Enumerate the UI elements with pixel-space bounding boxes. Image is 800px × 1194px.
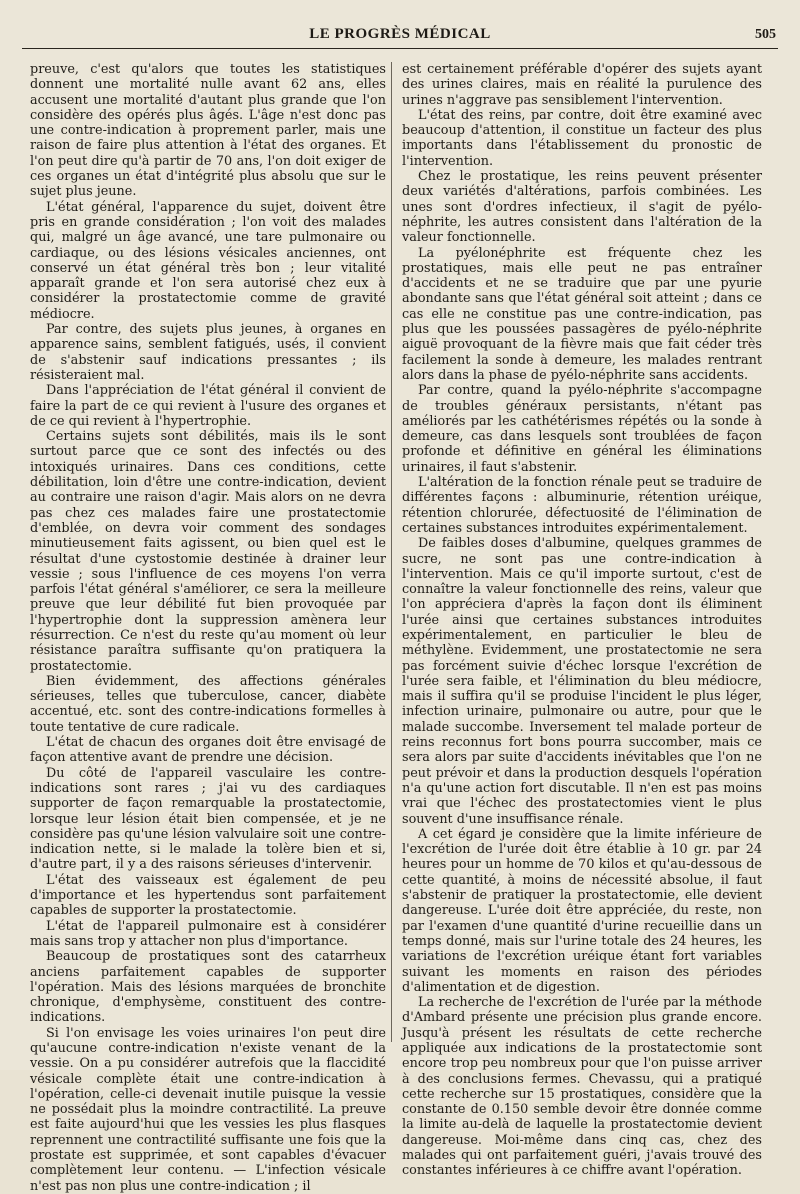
paragraph: L'état des reins, par contre, doit être examiné avec beaucoup d'attention, il constitue un facteur des plus importants dans l'établissement du pronostic de l'intervention. xyxy=(402,107,762,169)
paragraph: L'état général, l'apparence du sujet, doivent être pris en grande considération ; l'on voit des malades qui, malgré un âge avancé, une tare pulmonaire ou cardiaque, ou des lésions vésicales anciennes, ont conservé un état général très bon ; leur vitalité apparaît grande et l'on sera autorisé chez eux à considérer la prostatectomie comme de gravité médiocre. xyxy=(30,199,386,322)
paragraph: L'état des vaisseaux est également de peu d'importance et les hypertendus sont parfaitement capables de supporter la prostatectomie. xyxy=(30,872,386,919)
paragraph: A cet égard je considère que la limite inférieure de l'excrétion de l'urée doit être établie à 10 gr. par 24 heures pour un homme de 70 kilos et qu'au-dessous de cette quantité, à moins de nécessité absolue, il faut s'abstenir de pratiquer la prostatectomie, elle devient dangereuse. L'urée doit être appréciée, du reste, non par l'examen d'une quantité d'urine recueillie dans un temps donné, mais sur l'urine totale des 24 heures, les variations de l'excrétion uréique étant fort variables suivant les moments en raison des périodes d'alimentation et de digestion. xyxy=(402,826,762,995)
paragraph: Chez le prostatique, les reins peuvent présenter deux variétés d'altérations, parfois combinées. Les unes sont d'ordres infectieux, il s'agit de pyélo-néphrite, les autres consistent dans l'altération de la valeur fonctionnelle. xyxy=(402,169,762,246)
paragraph: L'état de chacun des organes doit être envisagé de façon attentive avant de prendre une décision. xyxy=(30,735,386,766)
paragraph: Du côté de l'appareil vasculaire les contre-indications sont rares ; j'ai vu des cardiaques supporter de façon remarquable la prostatectomie, lorsque leur lésion était bien compensée, et je ne considère pas qu'une lésion valvulaire soit une contre-indication nette, si le malade la tolère bien et si, d'autre part, il y a des raisons sérieuses d'intervenir. xyxy=(30,765,386,873)
paragraph: L'état de l'appareil pulmonaire est à considérer mais sans trop y attacher non plus d'importance. xyxy=(30,918,386,949)
paragraph: De faibles doses d'albumine, quelques grammes de sucre, ne sont pas une contre-indication à l'intervention. Mais ce qu'il importe surtout, c'est de connaître la valeur fonctionnelle des reins, valeur que l'on appréciera d'après la façon dont ils éliminent l'urée ainsi que certaines substances introduites expérimentalement, en particulier le bleu de méthylène. Evidemment, une prostatectomie ne sera pas forcément suivie d'échec lorsque l'excrétion de l'urée sera faible, et l'élimination du bleu médiocre, mais il suffira qu'il se produise l'incident le plus léger, infection urinaire, pulmonaire ou autre, pour que le malade succombe. Inversement tel malade porteur de reins reconnus fort bons pourra succomber, mais ce sera alors par suite d'accidents inévitables que l'on ne peut prévoir et dans la production desquels l'opération n'a qu'une action fort discutable. Il n'en est pas moins vrai que l'échec des prostatectomies vient le plus souvent d'une insuffisance rénale. xyxy=(402,536,762,827)
paragraph: preuve, c'est qu'alors que toutes les statistiques donnent une mortalité nulle avant 62 ans, elles accusent une mortalité d'autant plus grande que l'on considère des opérés plus âgés. L'âge n'est donc pas une contre-indication à proprement parler, mais une raison de faire plus attention à l'état des organes. Et l'on peut dire qu'à partir de 70 ans, l'on doit exiger de ces organes un état d'intégrité plus absolu que sur le sujet plus jeune. xyxy=(30,62,386,200)
paragraph: Par contre, quand la pyélo-néphrite s'accompagne de troubles généraux persistants, n'étant pas améliorés par les cathétérismes répétés ou la sonde à demeure, cas dans lesquels sont troublées de façon profonde et définitive en général les éliminations urinaires, il faut s'abstenir. xyxy=(402,383,762,475)
page-number: 505 xyxy=(755,27,776,42)
column-divider xyxy=(391,62,392,1042)
paragraph: est certainement préférable d'opérer des sujets ayant des urines claires, mais en réalité la purulence des urines n'aggrave pas sensiblement l'intervention. xyxy=(402,62,762,108)
left-column xyxy=(30,62,386,1194)
paragraph: Dans l'appréciation de l'état général il convient de faire la part de ce qui revient à l'usure des organes et de ce qui revient à l'hypertrophie. xyxy=(30,383,386,429)
paragraph: L'altération de la fonction rénale peut se traduire de différentes façons : albuminurie, rétention uréique, rétention chlorurée, défectuosité de l'élimination de certaines substances introduites expérimentalement. xyxy=(402,475,762,536)
paragraph: Certains sujets sont débilités, mais ils le sont surtout parce que ce sont des infectés ou des intoxiqués urinaires. Dans ces conditions, cette débilitation, loin d'être une contre-indication, devient au contraire une raison d'agir. Mais alors on ne devra pas chez ces malades faire une prostatectomie d'emblée, on devra voir comment des sondages minutieusement faits agissent, ou bien quel est le résultat d'une cystostomie destinée à drainer leur vessie ; sous l'influence de ces moyens l'on verra parfois l'état général s'améliorer, ce sera la meilleure preuve que leur débilité fut bien provoquée par l'hypertrophie dont la suppression amènera leur résurrection. Ce n'est du reste qu'au moment où leur résistance paraîtra suffisante qu'on pratiquera la prostatectomie. xyxy=(30,429,386,674)
right-column xyxy=(402,62,762,1179)
paragraph: Bien évidemment, des affections générales sérieuses, telles que tuberculose, cancer, diabète accentué, etc. sont des contre-indications formelles à toute tentative de cure radicale. xyxy=(30,673,386,735)
paragraph: La recherche de l'excrétion de l'urée par la méthode d'Ambard présente une précision plus grande encore. Jusqu'à présent les résultats de cette recherche appliquée aux indications de la prostatectomie sont encore trop peu nombreux pour que l'on puisse arriver à des conclusions fermes. Chevassu, qui a pratiqué cette recherche sur 15 prostatiques, considère que la constante de 0.150 semble devoir être donnée comme la limite au-delà de laquelle la prostatectomie devient dangereuse. Moi-même dans cinq cas, chez des malades qui ont parfaitement guéri, j'avais trouvé des constantes inférieures à ce chiffre avant l'opération. xyxy=(402,995,762,1179)
paragraph: Si l'on envisage les voies urinaires l'on peut dire qu'aucune contre-indication n'existe venant de la vessie. On a pu considérer autrefois que la flaccidité vésicale complète était une contre-indication à l'opération, celle-ci devenait inutile puisque la vessie ne possédait plus la moindre contractilité. La preuve est faite aujourd'hui que les vessies les plus flasques reprennent une contractilité suffisante une fois que la prostate est supprimée, et sont capables d'évacuer complètement leur contenu. — L'infection vésicale n'est pas non plus une contre-indication ; il xyxy=(30,1025,386,1194)
journal-title: LE PROGRÈS MÉDICAL xyxy=(309,26,491,42)
paragraph: Par contre, des sujets plus jeunes, à organes en apparence sains, semblent fatigués, usés, il convient de s'abstenir sauf indications pressantes ; ils résisteraient mal. xyxy=(30,322,386,383)
running-header xyxy=(22,22,778,49)
paragraph: Beaucoup de prostatiques sont des catarrheux anciens parfaitement capables de supporter l'opération. Mais des lésions marquées de bronchite chronique, d'emphysème, constituent des contre-indications. xyxy=(30,949,386,1026)
paragraph: La pyélonéphrite est fréquente chez les prostatiques, mais elle peut ne pas entraîner d'accidents et ne se traduire que par une pyurie abondante sans que l'état général soit atteint ; dans ce cas elle ne constitue pas une contre-indication, pas plus que les poussées passagères de pyélo-néphrite aiguë provoquant de la fièvre mais que fait céder très facilement la sonde à demeure, les malades rentrant alors dans la phase de pyélo-néphrite sans accidents. xyxy=(402,245,762,383)
